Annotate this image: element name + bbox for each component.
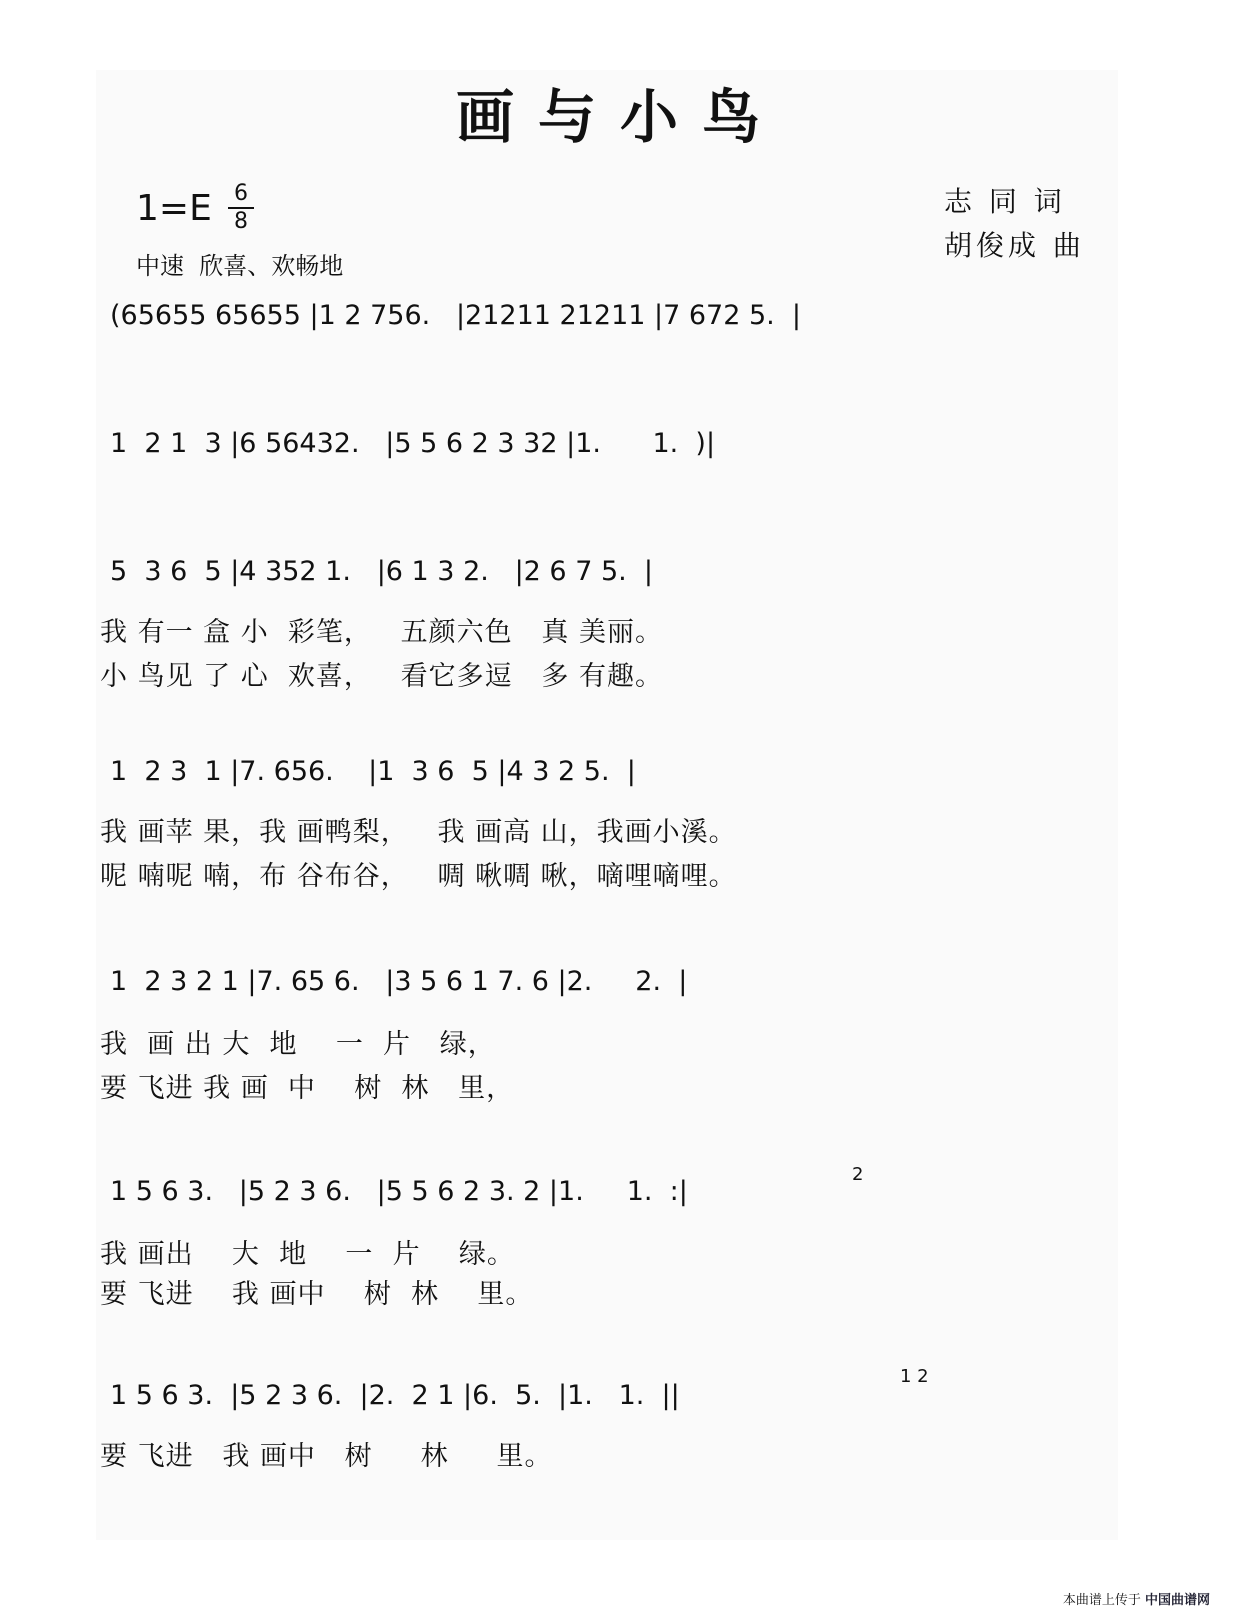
lyric-line: 我 画苹 果，我 画鸭梨， 我 画高 山，我画小溪。: [100, 817, 737, 848]
composer-credit: 胡俊成 曲: [944, 229, 1085, 262]
song-title: 画与小鸟: [455, 83, 784, 151]
notes-line: 1 2 3 2 1 |7. 65 6. |3 5 6 1 7. 6 |2. 2. |: [110, 966, 688, 997]
lyric-line: 要 飞进 我 画中 树 林 里。: [100, 1441, 553, 1472]
notes-line: 5 3 6 5 |4 352 1. |6 1 3 2. |2 6 7 5. |: [110, 556, 653, 587]
key-signature: 1=E: [136, 188, 212, 229]
volta-mark: 1 2: [900, 1366, 929, 1387]
meter-top: 6: [234, 181, 248, 206]
volta-mark: 2: [852, 1164, 864, 1185]
notes-line: 1 5 6 3. |5 2 3 6. |5 5 6 2 3. 2 |1. 1. :|: [110, 1176, 688, 1207]
lyric-line: 要 飞进 我 画中 树 林 里。: [100, 1279, 534, 1310]
footer-prefix: 本曲谱上传于: [1062, 1593, 1141, 1608]
notes-line: 1 5 6 3. |5 2 3 6. |2. 2 1 |6. 5. |1. 1. ||: [110, 1380, 680, 1411]
lyric-line: 要 飞进 我 画 中 树 林 里，: [100, 1073, 515, 1104]
lyric-line: 我 有一 盒 小 彩笔， 五颜六色 真 美丽。: [100, 617, 663, 648]
notation-row: [110, 428, 1120, 488]
notation-row: [110, 756, 1120, 816]
notation-row: [110, 556, 1120, 616]
meter-bottom: 8: [234, 209, 248, 234]
notation-row: [110, 1164, 1120, 1236]
notes-line: 1 2 1 3 |6 56432. |5 5 6 2 3 32 |1. 1. )|: [110, 428, 716, 459]
notes-line: (65655 65655 |1 2 756. |21211 21211 |7 672 5. |: [110, 300, 802, 331]
notation-row: [110, 1366, 1120, 1440]
tempo-marking: 中速 欣喜、欢畅地: [136, 252, 344, 280]
lyric-line: 我 画 出 大 地 一 片 绿，: [100, 1029, 496, 1060]
notation-row: [110, 300, 1120, 360]
time-signature: [228, 182, 254, 234]
lyric-line: 我 画出 大 地 一 片 绿。: [100, 1239, 515, 1270]
notation-row: [110, 966, 1120, 1026]
lyric-line: 呢 喃呢 喃，布 谷布谷， 啁 啾啁 啾，嘀哩嘀哩。: [100, 861, 737, 892]
lyricist-credit: 志 同 词: [944, 185, 1066, 218]
notes-line: 1 2 3 1 |7. 656. |1 3 6 5 |4 3 2 5. |: [110, 756, 636, 787]
lyric-line: 小 鸟见 了 心 欢喜， 看它多逗 多 有趣。: [100, 661, 663, 692]
footer-credit: [1063, 1589, 1210, 1608]
footer-site[interactable]: 中国曲谱网: [1144, 1593, 1210, 1608]
